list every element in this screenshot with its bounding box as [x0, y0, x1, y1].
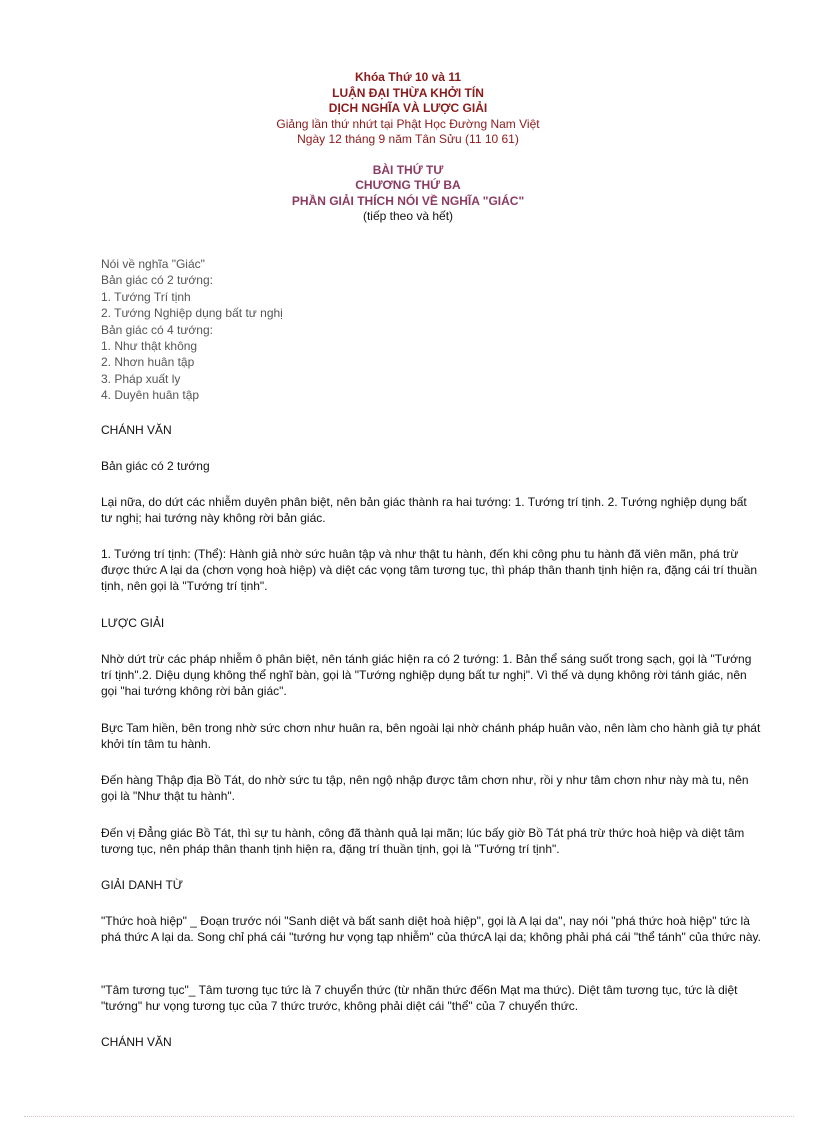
outline-item: 1. Như thật không — [101, 339, 198, 354]
paragraph: Lại nữa, do dứt các nhiễm duyên phân biệt, nên bản giác thành ra hai tướng: 1. Tướng trí tịnh. 2. Tướng nghiệp dụng bất tư nghị; hai tướng này không rời bản giác. — [101, 495, 747, 525]
chapter-number: CHƯƠNG THỨ BA — [355, 178, 461, 192]
document-header — [0, 70, 816, 225]
outline-item: 2. Tướng Nghiệp dụng bất tư nghị — [101, 306, 283, 321]
paragraph: Đến vị Đẳng giác Bồ Tát, thì sự tu hành, công đã thành quả lại mãn; lúc bấy giờ Bồ Tát phá trừ thức hoà hiệp và diệt tâm tương tục, nên pháp thân thanh tịnh hiện ra, đặng trí thuần tịnh, gọi là "Tướng trí tịnh". — [101, 826, 745, 856]
treatise-title: LUẬN ĐẠI THỪA KHỞI TÍN — [332, 85, 484, 100]
outline-item: 3. Pháp xuất ly — [101, 371, 181, 386]
paragraph: 1. Tướng trí tịnh: (Thể): Hành giả nhờ sức huân tập và như thật tu hành, đến khi công phu tu hành đã viên mãn, phá trừ được thức A lại da (chơn vọng hoà hiệp) và diệt các vọng tâm tương tục, thì pháp thân thanh tịnh hiện ra, đặng cái trí thuần tịnh, nên gọi là "Tướng trí tịnh". — [101, 547, 758, 593]
paragraph: Bản giác có 2 tướng — [101, 459, 210, 473]
continuation-note: (tiếp theo và hết) — [362, 209, 454, 223]
heading-luoc-giai: LƯỢC GIẢI — [101, 616, 165, 630]
course-title: Khóa Thứ 10 và 11 — [354, 70, 462, 84]
lecture-date: Ngày 12 tháng 9 năm Tân Sửu (11 10 61) — [297, 132, 519, 146]
lesson-number: BÀI THỨ TƯ — [372, 162, 444, 177]
section-title: PHẦN GIẢI THÍCH NÓI VỀ NGHĨA "GIÁC" — [291, 193, 525, 208]
paragraph: "Thức hoà hiệp" _ Đoạn trước nói "Sanh diệt và bất sanh diệt hoà hiệp", gọi là A lại da", nay nói "phá thức hoà hiệp" tức là phá thức A lại da. Song chỉ phá cái "tướng hư vọng tạp nhiễm" của thứcA lại da; không phải phá cái "thể tánh" của thức này. — [101, 914, 761, 944]
treatise-subtitle: DỊCH NGHĨA VÀ LƯỢC GIẢI — [328, 101, 488, 115]
lecture-location: Giảng lần thứ nhứt tại Phật Học Đường Nam Việt — [276, 116, 540, 131]
page-divider — [24, 1116, 794, 1117]
outline-item: 2. Nhơn huân tập — [101, 355, 195, 370]
outline-item: Bản giác có 4 tướng: — [101, 322, 213, 337]
paragraph: "Tâm tương tục"_ Tâm tương tục tức là 7 chuyển thức (từ nhãn thức đế6n Mạt ma thức). Diệt tâm tương tục, tức là diệt "tướng" hư vọng tương tục của 7 thức trước, không phải diệt cái "thể" của 7 chuyển thức. — [101, 983, 738, 1013]
heading-chanh-van: CHÁNH VĂN — [101, 1035, 172, 1049]
outline-item: Nói về nghĩa "Giác" — [101, 257, 205, 271]
paragraph: Bực Tam hiền, bên trong nhờ sức chơn như huân ra, bên ngoài lại nhờ chánh pháp huân vào, nên làm cho hành giả tự phát khởi tín tâm tu hành. — [101, 721, 761, 751]
paragraph: Đến hàng Thập địa Bồ Tát, do nhờ sức tu tập, nên ngộ nhập được tâm chơn như, rồi y như tâm chơn như này mà tu, nên gọi là "Như thật tu hành". — [101, 773, 749, 803]
topic-outline — [101, 256, 761, 404]
outline-item: 1. Tướng Trí tịnh — [101, 289, 191, 304]
outline-item: Bản giác có 2 tướng: — [101, 273, 213, 288]
heading-giai-danh-tu: GIẢI DANH TỪ — [101, 878, 184, 892]
heading-chanh-van: CHÁNH VĂN — [101, 423, 172, 437]
paragraph: Nhờ dứt trừ các pháp nhiễm ô phân biệt, nên tánh giác hiện ra có 2 tướng: 1. Bản thể sáng suốt trong sạch, gọi là "Tướng trí tịnh".2. Diệu dụng không thể nghĩ bàn, gọi là "Tướng nghiệp dụng bất tư nghị". Vì thế và dụng không rời tánh giác, nên gọi "hai tướng không rời bản giác". — [101, 652, 752, 698]
outline-item: 4. Duyên huân tập — [101, 388, 200, 403]
